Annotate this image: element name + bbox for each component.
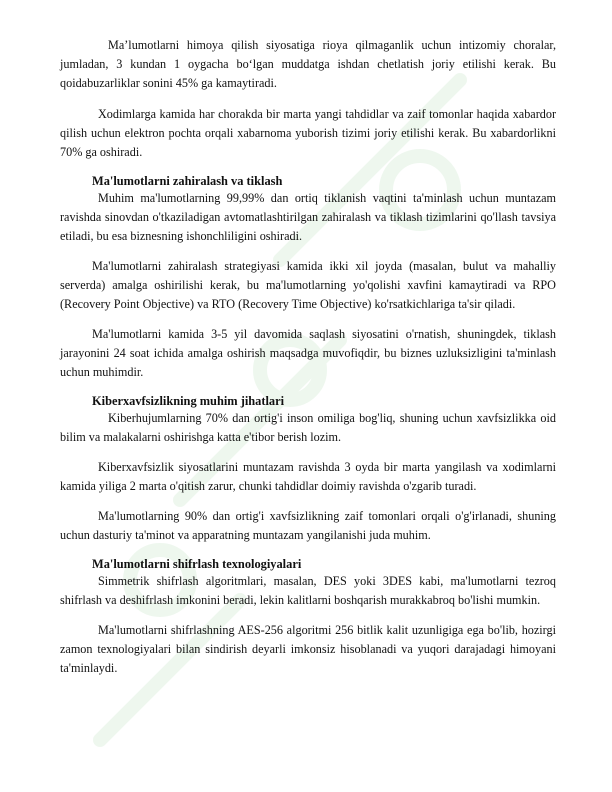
document-page bbox=[60, 36, 556, 689]
paragraph-email-notifications: Xodimlarga kamida har chorakda bir marta yangi tahdidlar va zaif tomonlar haqida xabardor qilish uchun elektron pochta orqali xabarnoma yuborish tizimi joriy etilishi kerak. Bu xabardorlikni 70% ga oshiradi. bbox=[60, 107, 556, 159]
paragraph-cyber-2: Kiberxavfsizlik siyosatlarini muntazam ravishda 3 oyda bir marta yangilash va xodimlarni kamida yiliga 2 marta o'qitish zarur, chunki tahdidlar doimiy ravishda o'zgarib turadi. bbox=[60, 460, 556, 493]
heading-backup-recovery: Ma'lumotlarni zahiralash va tiklash bbox=[92, 174, 283, 188]
heading-cybersecurity-aspects: Kiberxavfsizlikning muhim jihatlari bbox=[92, 394, 285, 408]
paragraph-backup-3: Ma'lumotlarni kamida 3-5 yil davomida saqlash siyosatini o'rnatish, shuningdek, tiklash jarayonini 24 soat ichida amalga oshirish maqsadga muvofiqdir, bu biznes uzluksizligini ta'minlash uchun muhimdir. bbox=[60, 327, 556, 379]
paragraph-backup-2: Ma'lumotlarni zahiralash strategiyasi kamida ikki xil joyda (masalan, bulut va mahalliy serverda) amalga oshirilishi kerak, bu ma'lumotlarning yo'qolishi xavfini kamaytiradi va RPO (Recovery Point Objective) va RTO (Recovery Time Objective) ko'rsatkichlariga ta'sir qiladi. bbox=[60, 259, 556, 311]
paragraph-encryption-1: Simmetrik shifrlash algoritmlari, masalan, DES yoki 3DES kabi, ma'lumotlarni tezroq shifrlash va deshifrlash imkonini beradi, lekin kalitlarni boshqarish murakkabroq bo'lishi mumkin. bbox=[60, 574, 556, 607]
paragraph-disciplinary-measures: Ma’lumotlarni himoya qilish siyosatiga rioya qilmaganlik uchun intizomiy choralar, jumladan, 3 kundan 1 oygacha bo‘lgan muddatga ishdan chetlatish joriy etilishi kerak. Bu qoidabuzarliklar sonini 45% ga kamaytiradi. bbox=[60, 38, 556, 90]
paragraph-cyber-1: Kiberhujumlarning 70% dan ortig'i inson omiliga bog'liq, shuning uchun xavfsizlikka oid bilim va malakalarni oshirishga katta e'tibor berish lozim. bbox=[60, 411, 556, 444]
paragraph-backup-1: Muhim ma'lumotlarning 99,99% dan ortiq tiklanish vaqtini ta'minlash uchun muntazam ravishda sinovdan o'tkaziladigan avtomatlashtirilgan zahiralash va tiklash tizimlarini qo'llash tavsiya etiladi, bu esa biznesning ishonchliligini oshiradi. bbox=[60, 191, 556, 243]
paragraph-cyber-3: Ma'lumotlarning 90% dan ortig'i xavfsizlikning zaif tomonlari orqali o'g'irlanadi, shuning uchun dasturiy ta'minot va apparatning muntazam yangilanishi juda muhim. bbox=[60, 509, 556, 542]
paragraph-encryption-2: Ma'lumotlarni shifrlashning AES-256 algoritmi 256 bitlik kalit uzunligiga ega bo'lib, hozirgi zamon texnologiyalari bilan sindirish deyarli imkonsiz hisoblanadi va yuqori darajadagi himoyani ta'minlaydi. bbox=[60, 623, 556, 675]
heading-encryption-technologies: Ma'lumotlarni shifrlash texnologiyalari bbox=[92, 557, 302, 571]
